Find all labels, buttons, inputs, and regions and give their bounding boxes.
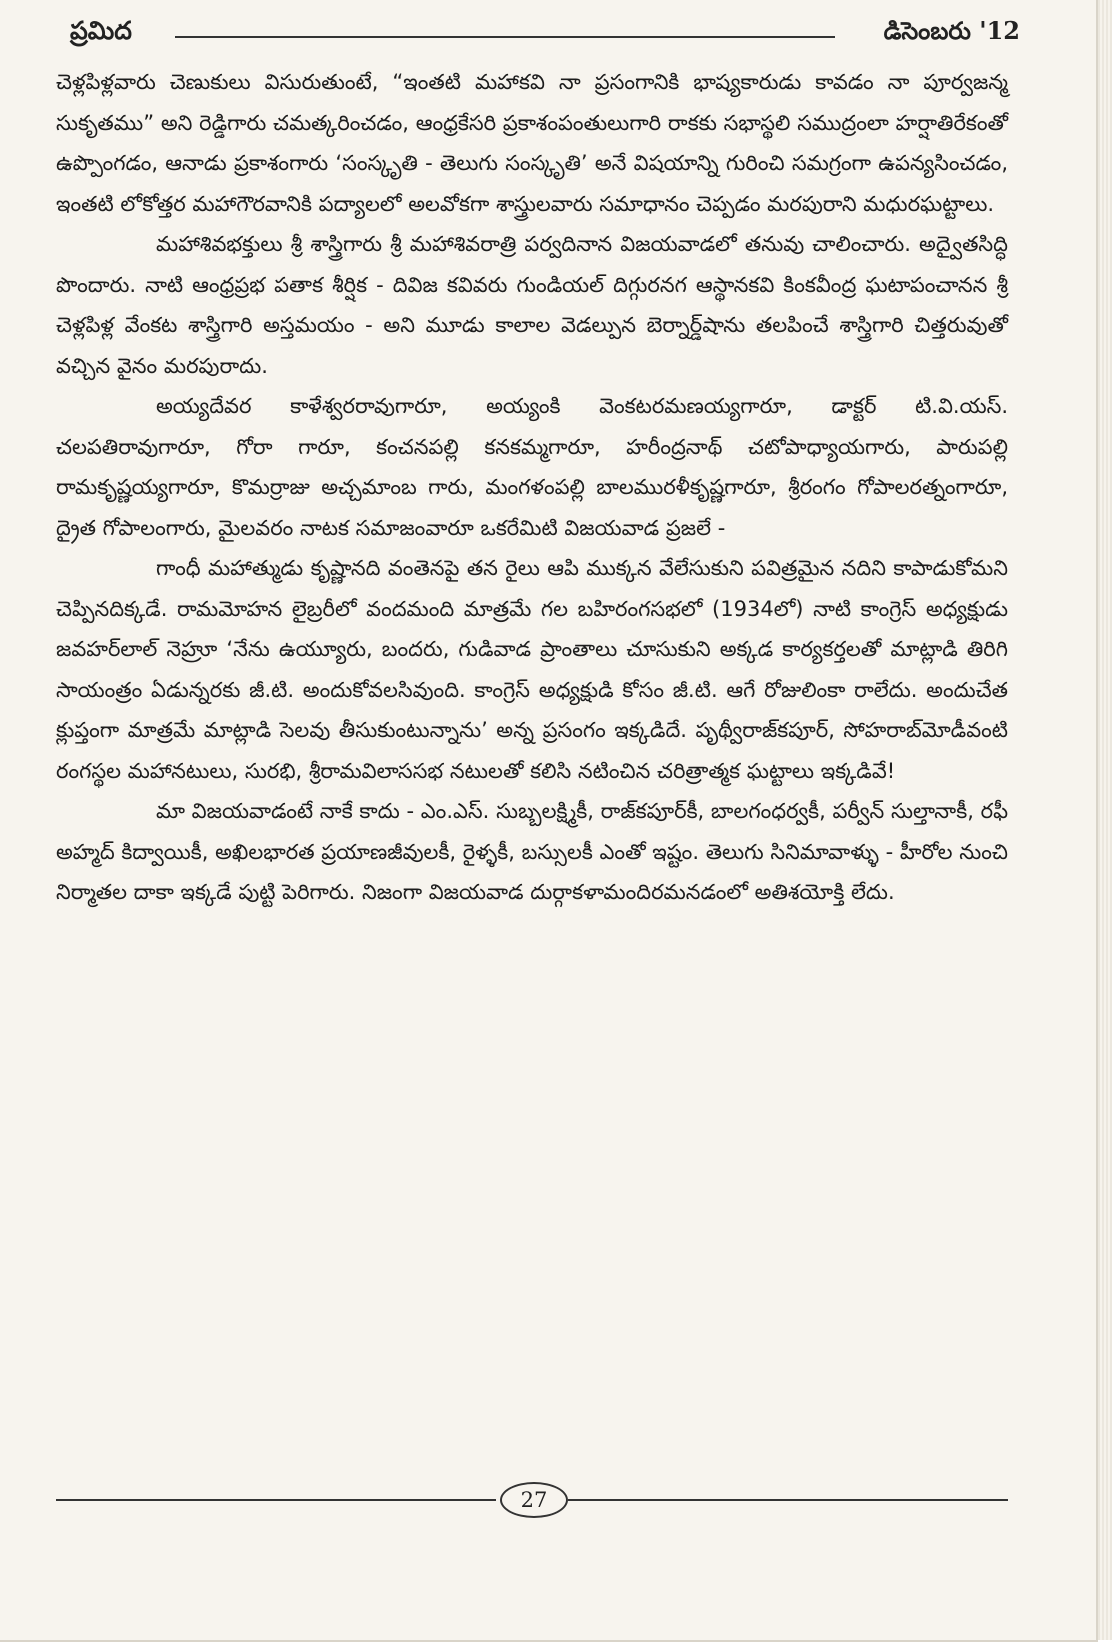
article-body — [56, 62, 1008, 913]
issue-date: డిసెంబరు '12 — [883, 16, 1020, 45]
page-stack-edge — [1098, 0, 1112, 1640]
page-footer — [56, 1480, 1008, 1520]
paragraph-3: అయ్యదేవర కాళేశ్వరరావుగారూ, అయ్యంకి వెంకటరమణయ్యగారూ, డాక్టర్ టి.వి.యస్. చలపతిరావుగారూ, గోరా గారూ, కంచనపల్లి కనకమ్మగారూ, హరీంద్రనాథ్ చటోపాధ్యాయగారు, పారుపల్లి రామకృష్ణయ్యగారూ, కొమర్రాజు అచ్చమాంబ గారు, మంగళంపల్లి బాలమురళీకృష్ణగారూ, శ్రీరంగం గోపాలరత్నంగారూ, ద్రైత గోపాలంగారు, మైలవరం నాటక సమాజంవారూ ఒకరేమిటి విజయవాడ ప్రజలే - — [56, 394, 1008, 540]
magazine-name: ప్రమిద — [70, 16, 132, 45]
running-header — [70, 16, 1020, 56]
paragraph-1: చెళ్లపిళ్లవారు చెణుకులు విసురుతుంటే, “ఇంతటి మహాకవి నా ప్రసంగానికి భాష్యకారుడు కావడం నా పూర్వజన్మ సుకృతము” అని రెడ్డిగారు చమత్కరించడం, ఆంధ్రకేసరి ప్రకాశంపంతులుగారి రాకకు సభాస్థలి సముద్రంలా హర్షాతిరేకంతో ఉప్పొంగడం, ఆనాడు ప్రకాశంగారు ‘సంస్కృతి - తెలుగు సంస్కృతి’ అనే విషయాన్ని గురించి సమగ్రంగా ఉపన్యసించడం, ఇంతటి లోకోత్తర మహాగౌరవానికి పద్యాలలో అలవోకగా శాస్త్రులవారు సమాధానం చెప్పడం మరపురాని మధురఘట్టాలు. — [56, 70, 1008, 216]
paragraph-4: గాంధీ మహాత్ముడు కృష్ణానది వంతెనపై తన రైలు ఆపి ముక్కన వేలేసుకుని పవిత్రమైన నదిని కాపాడుకోమని చెప్పినదిక్కడే. రామమోహన లైబ్రరీలో వందమంది మాత్రమే గల బహిరంగసభలో (1934లో) నాటి కాంగ్రెస్ అధ్యక్షుడు జవహర్‌లాల్ నెహ్రూ ‘నేను ఉయ్యూరు, బందరు, గుడివాడ ప్రాంతాలు చూసుకుని అక్కడ కార్యకర్తలతో మాట్లాడి తిరిగి సాయంత్రం ఏడున్నరకు జీ.టి. అందుకోవలసివుంది. కాంగ్రెస్ అధ్యక్షుడి కోసం జీ.టి. ఆగే రోజులింకా రాలేదు. అందుచేత క్లుప్తంగా మాత్రమే మాట్లాడి సెలవు తీసుకుంటున్నాను’ అన్న ప్రసంగం ఇక్కడిదే. పృథ్వీరాజ్‌కపూర్, సోహరాబ్‌మోడీవంటి రంగస్థల మహానటులు, సురభి, శ్రీరామవిలాససభ నటులతో కలిసి నటించిన చరిత్రాత్మక ఘట్టాలు ఇక్కడివే! — [56, 556, 1008, 783]
footer-rule-right — [568, 1499, 1008, 1501]
paragraph-5: మా విజయవాడంటే నాకే కాదు - ఎం.ఎస్. సుబ్బలక్ష్మికీ, రాజ్‌కపూర్‌కీ, బాలగంధర్వకీ, పర్వీన్ సుల్తానాకీ, రఫీ అహ్మద్ కిద్వాయికీ, అఖిలభారత ప్రయాణజీవులకీ, రైళ్ళకీ, బస్సులకీ ఎంతో ఇష్టం. తెలుగు సినిమావాళ్ళు - హీరోల నుంచి నిర్మాతల దాకా ఇక్కడే పుట్టి పెరిగారు. నిజంగా విజయవాడ దుర్గాకళామందిరమనడంలో అతిశయోక్తి లేదు. — [56, 799, 1008, 904]
page-number: 27 — [500, 1482, 568, 1518]
footer-rule-left — [56, 1499, 496, 1501]
header-rule — [175, 36, 835, 38]
paragraph-2: మహాశివభక్తులు శ్రీ శాస్త్రిగారు శ్రీ మహాశివరాత్రి పర్వదినాన విజయవాడలో తనువు చాలించారు. అద్వైతసిద్ధి పొందారు. నాటి ఆంధ్రప్రభ పతాక శీర్షిక - దివిజ కవివరు గుండియల్ దిగ్గురనగ ఆస్థానకవి కింకవీంద్ర ఘటాపంచానన శ్రీ చెళ్లపిళ్ల వేంకట శాస్త్రిగారి అస్తమయం - అని మూడు కాలాల వెడల్పున బెర్నార్డ్‌షాను తలపించే శాస్త్రిగారి చిత్తరువుతో వచ్చిన వైనం మరపురాదు. — [56, 232, 1008, 378]
